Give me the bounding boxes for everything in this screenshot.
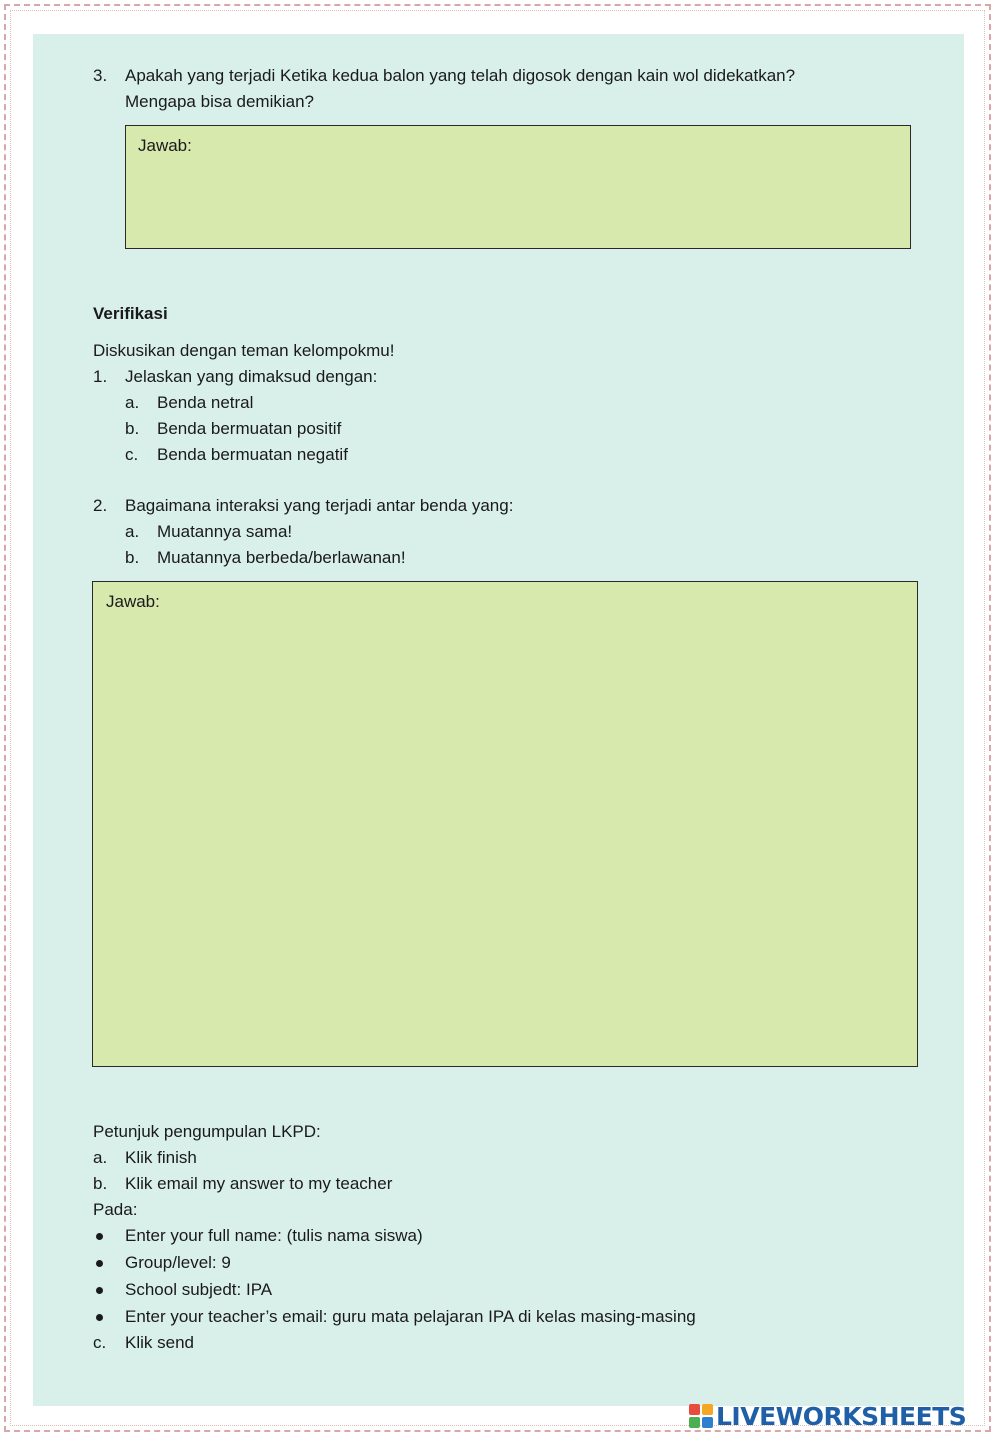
q3-answer-label: Jawab: <box>138 136 192 155</box>
verifikasi-answer-label: Jawab: <box>106 592 160 611</box>
bullet-icon <box>96 1260 103 1267</box>
vq2-item-a-letter: a. <box>125 522 140 541</box>
petunjuk-step-c-text: Klik send <box>125 1333 194 1352</box>
vq1-item-b-letter: b. <box>125 419 140 438</box>
verifikasi-answer-input[interactable] <box>106 618 906 1062</box>
petunjuk-heading: Petunjuk pengumpulan LKPD: <box>93 1122 321 1141</box>
petunjuk-step-c-letter: c. <box>93 1333 107 1352</box>
logo-square-orange <box>702 1404 713 1415</box>
logo-square-green <box>689 1417 700 1428</box>
vq1-item-a-text: Benda netral <box>157 393 254 412</box>
verifikasi-answer-box[interactable] <box>92 581 918 1067</box>
liveworksheets-logo-text: LIVEWORKSHEETS <box>716 1401 967 1431</box>
verifikasi-intro: Diskusikan dengan teman kelompokmu! <box>93 341 395 360</box>
petunjuk-bullet-3: School subjedt: IPA <box>125 1280 273 1299</box>
petunjuk-step-a-letter: a. <box>93 1148 108 1167</box>
vq2-number: 2. <box>93 496 108 515</box>
bullet-icon <box>96 1287 103 1294</box>
petunjuk-bullet-4: Enter your teacher’s email: guru mata pelajaran IPA di kelas masing-masing <box>125 1307 696 1326</box>
vq2-item-b-letter: b. <box>125 548 140 567</box>
vq1-item-c-text: Benda bermuatan negatif <box>157 445 348 464</box>
logo-square-blue <box>702 1417 713 1428</box>
q3-answer-box[interactable] <box>125 125 911 249</box>
bullet-icon <box>96 1233 103 1240</box>
liveworksheets-logo <box>689 1400 966 1432</box>
vq2-text: Bagaimana interaksi yang terjadi antar benda yang: <box>125 496 514 515</box>
petunjuk-step-b-letter: b. <box>93 1174 108 1193</box>
vq2-item-b-text: Muatannya berbeda/berlawanan! <box>157 548 406 567</box>
vq1-item-b-text: Benda bermuatan positif <box>157 419 342 438</box>
worksheet-page <box>33 34 964 1406</box>
vq1-number: 1. <box>93 367 108 386</box>
petunjuk-step-b-text: Klik email my answer to my teacher <box>125 1174 393 1193</box>
q3-number: 3. <box>93 66 108 85</box>
q3-text-line1: Apakah yang terjadi Ketika kedua balon yang telah digosok dengan kain wol didekatkan? <box>125 66 796 85</box>
verifikasi-heading: Verifikasi <box>93 304 168 323</box>
petunjuk-bullet-1: Enter your full name: (tulis nama siswa) <box>125 1226 423 1245</box>
vq1-text: Jelaskan yang dimaksud dengan: <box>125 367 378 386</box>
logo-square-red <box>689 1404 700 1415</box>
petunjuk-bullet-2: Group/level: 9 <box>125 1253 231 1272</box>
vq2-item-a-text: Muatannya sama! <box>157 522 293 541</box>
vq1-item-c-letter: c. <box>125 445 139 464</box>
q3-answer-input[interactable] <box>138 162 902 246</box>
petunjuk-pada: Pada: <box>93 1200 138 1219</box>
q3-text-line2: Mengapa bisa demikian? <box>125 92 315 111</box>
petunjuk-step-a-text: Klik finish <box>125 1148 197 1167</box>
vq1-item-a-letter: a. <box>125 393 140 412</box>
liveworksheets-logo-icon <box>689 1404 713 1428</box>
bullet-icon <box>96 1314 103 1321</box>
